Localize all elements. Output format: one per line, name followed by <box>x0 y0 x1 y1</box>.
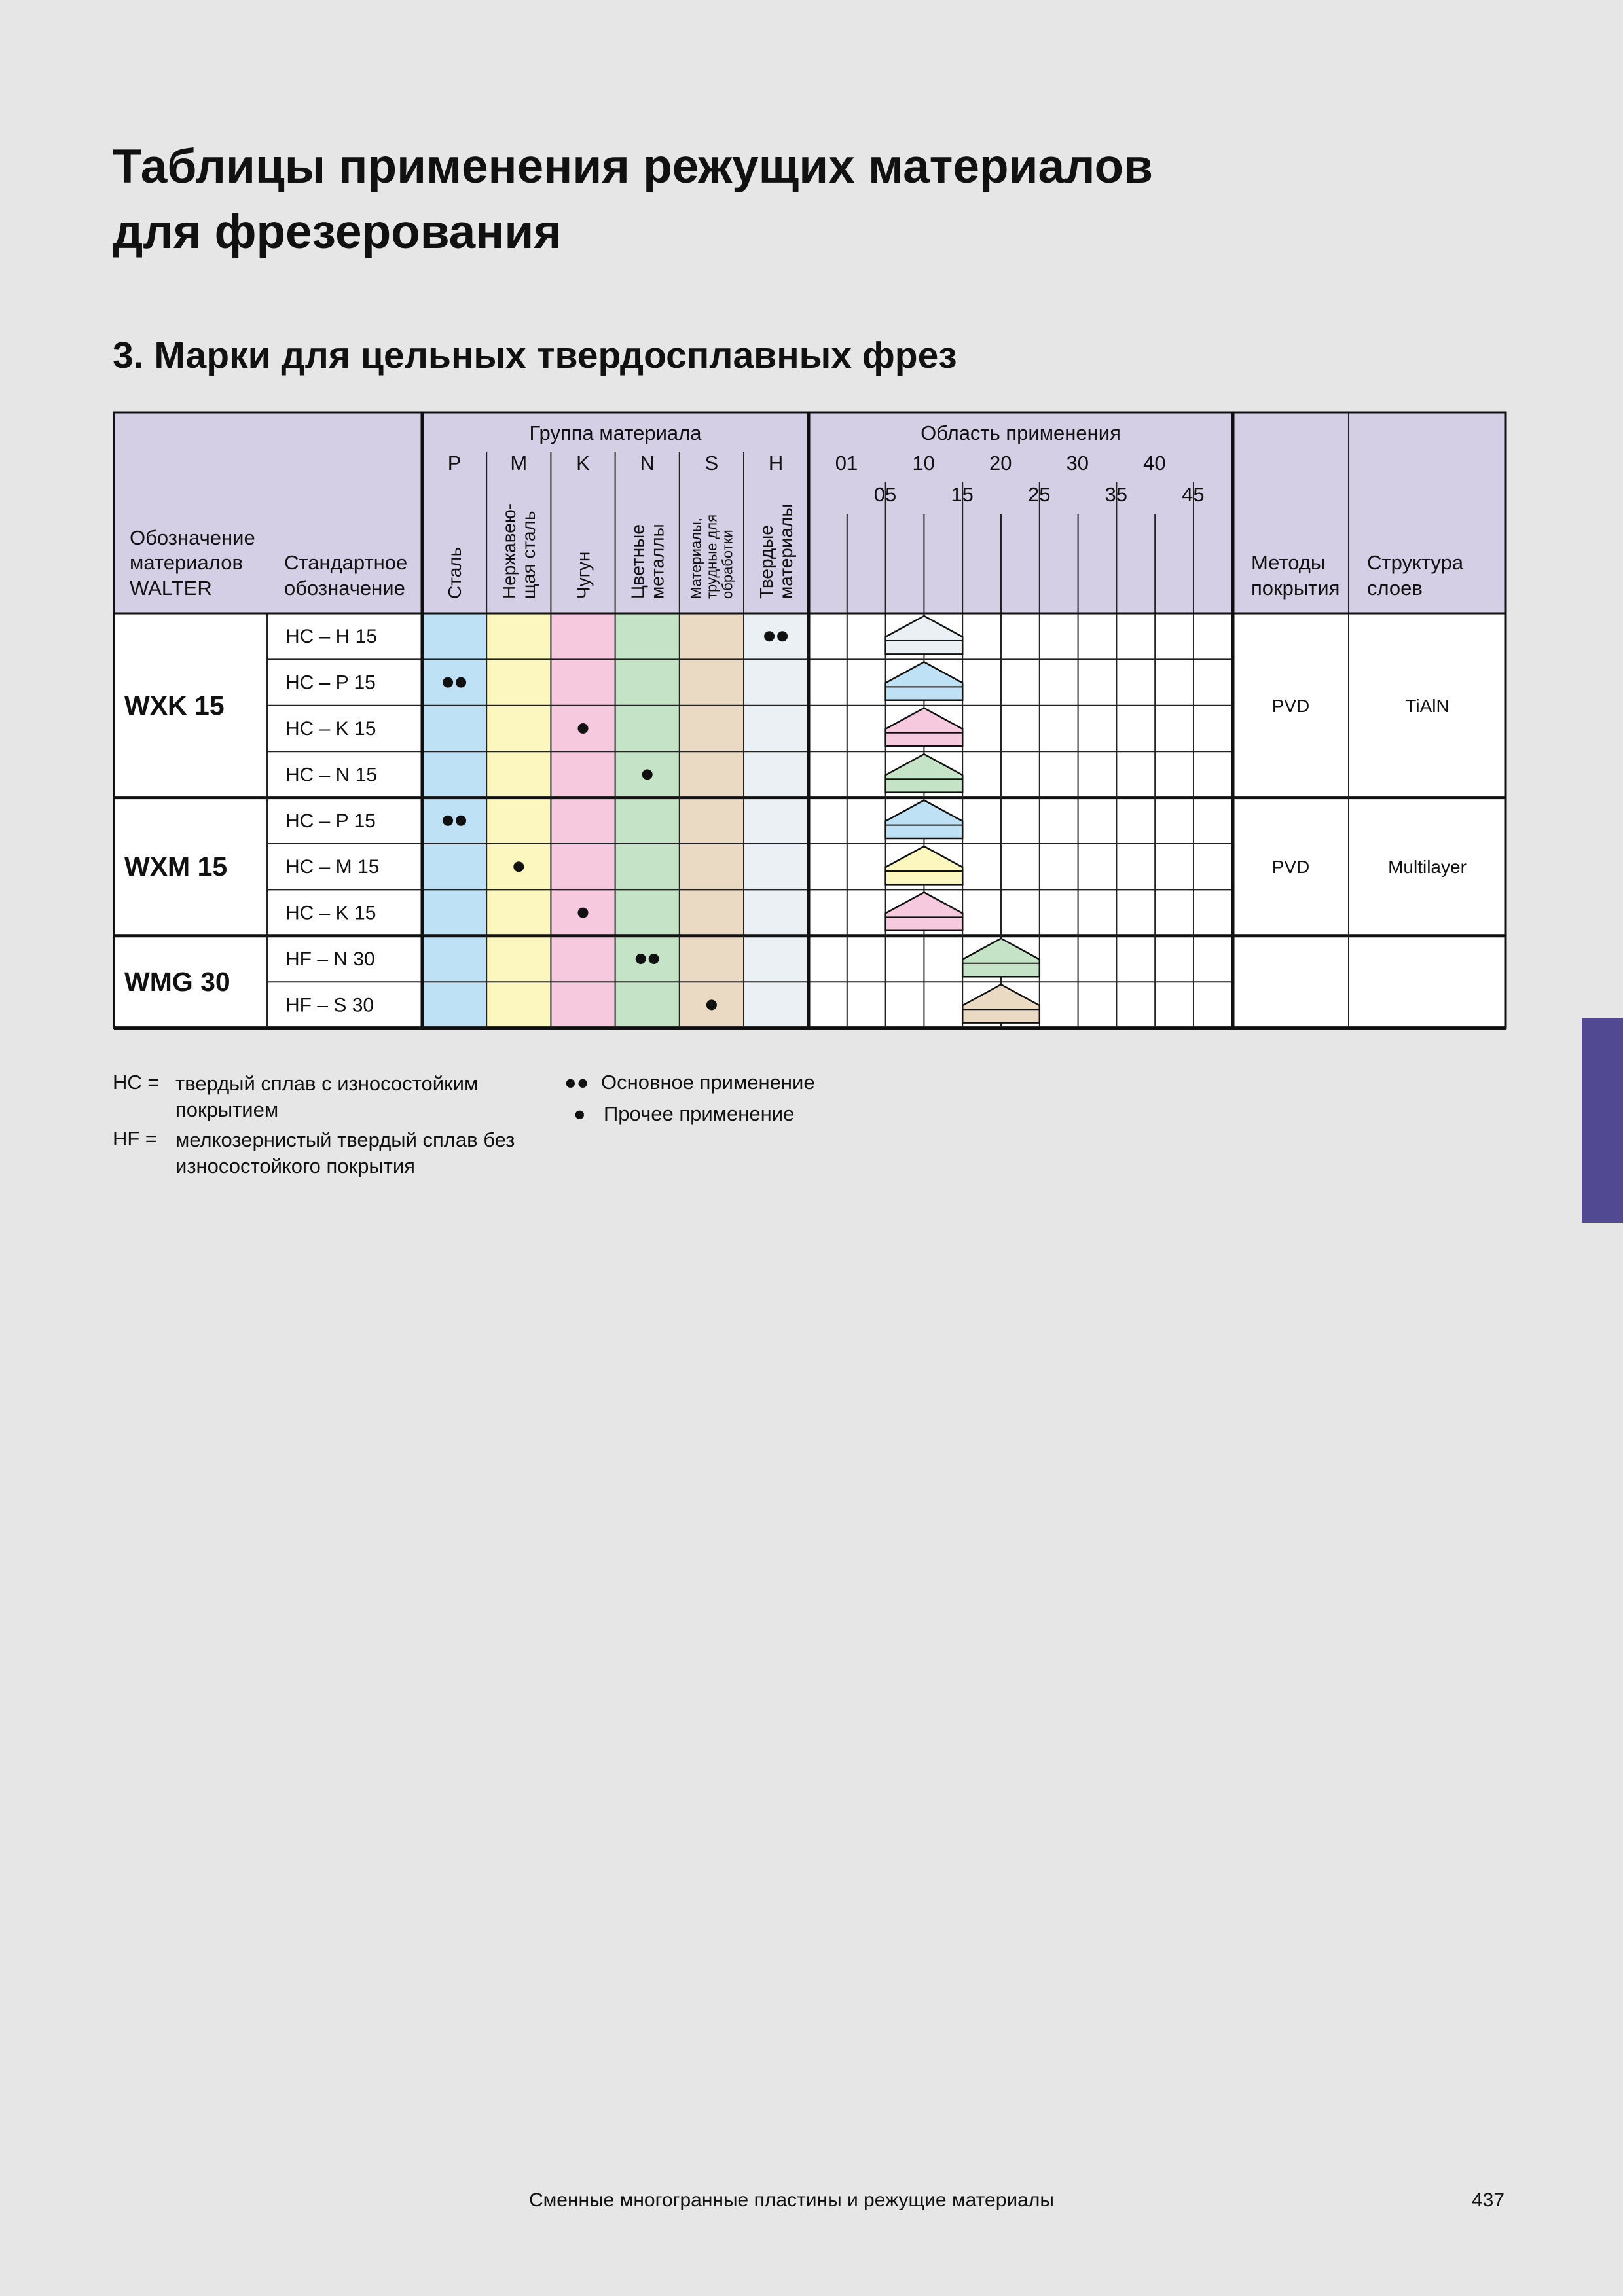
group-name-M-line-1: Нержавею- <box>499 503 520 599</box>
group-name-P-line-1: Сталь <box>444 547 465 599</box>
layer-structure-0: TiAlN <box>1405 695 1450 716</box>
chapter-tab[interactable] <box>1582 1018 1623 1223</box>
standard-code: HC – P 15 <box>285 810 376 832</box>
scale-label-40: 40 <box>1143 452 1166 475</box>
legend-other-symbol: ● <box>574 1102 586 1125</box>
group-name-H-line-2: материалы <box>775 503 796 599</box>
group-name-N-line-1: Цветные <box>627 524 648 599</box>
group-letter-M: M <box>510 452 528 475</box>
scale-label-10: 10 <box>912 452 935 475</box>
group-letter-K: K <box>576 452 590 475</box>
material-column-fill-S <box>680 613 744 1028</box>
group-name-K-line-1: Чугун <box>573 551 594 599</box>
layer-structure-1: Multilayer <box>1388 857 1467 878</box>
designation-body-bg <box>114 613 422 1028</box>
grade-name-1: WXM 15 <box>124 852 228 882</box>
scale-label-35: 35 <box>1104 483 1128 506</box>
scale-label-25: 25 <box>1027 483 1051 506</box>
standard-code: HC – K 15 <box>285 902 376 924</box>
header-material-group: Группа материала <box>529 422 702 444</box>
group-name-S-line-1: Материалы, <box>687 518 704 599</box>
main-usage-dot <box>443 677 453 688</box>
header-walter-line-1: Обозначение <box>130 526 255 549</box>
header-walter-line-2: материалов <box>130 551 243 574</box>
footnote-hc-text <box>175 1071 478 1123</box>
section-title: 3. Марки для цельных твердосплавных фрез <box>113 334 957 376</box>
coating-method-1: PVD <box>1271 857 1310 878</box>
other-usage-dot <box>578 908 589 918</box>
scale-label-30: 30 <box>1066 452 1089 475</box>
grade-name-2: WMG 30 <box>124 967 230 997</box>
scale-label-05: 05 <box>873 483 897 506</box>
main-usage-dot <box>456 816 466 826</box>
page-title-line-2: для фрезерования <box>113 206 562 259</box>
material-column-fill-N <box>615 613 680 1028</box>
group-name-S-line-3: обработки <box>719 529 736 599</box>
footnote-hf-line-1: мелкозернистый твердый сплав без <box>175 1128 515 1151</box>
legend-main-symbol: ●● <box>564 1071 589 1094</box>
coating-method-0: PVD <box>1271 695 1310 716</box>
header-structure-line-2: слоев <box>1367 577 1423 600</box>
main-usage-dot <box>777 631 788 641</box>
other-usage-dot <box>513 861 524 872</box>
page-number: 437 <box>1472 2189 1505 2211</box>
group-name-M-line-2: щая сталь <box>519 511 539 599</box>
group-letter-P: P <box>447 452 462 475</box>
group-name-N-line-2: металлы <box>647 524 668 599</box>
page-title-line-1: Таблицы применения режущих материалов <box>113 140 1153 193</box>
header-coating-line-2: покрытия <box>1251 577 1340 600</box>
header-structure-line-1: Структура <box>1367 551 1464 574</box>
group-name-S-line-2: трудные для <box>703 514 720 599</box>
footnote-hf-text <box>175 1127 515 1179</box>
main-usage-dot <box>649 954 659 964</box>
footnote-hc-key: HC = <box>113 1071 160 1094</box>
material-column-fill-H <box>744 613 808 1028</box>
main-usage-dot <box>764 631 775 641</box>
scale-label-20: 20 <box>989 452 1012 475</box>
scale-label-15: 15 <box>951 483 974 506</box>
header-standard-line-2: обозначение <box>284 577 405 600</box>
material-column-fill-P <box>422 613 486 1028</box>
scale-label-01: 01 <box>835 452 858 475</box>
standard-code: HC – P 15 <box>285 672 376 694</box>
material-column-fill-K <box>551 613 615 1028</box>
footnote-hc-line-2: покрытием <box>175 1098 279 1121</box>
header-application-area: Область применения <box>921 422 1121 444</box>
other-usage-dot <box>578 723 589 734</box>
standard-code: HC – K 15 <box>285 718 376 740</box>
legend-main-text: Основное применение <box>601 1071 815 1094</box>
footnote-hf-key: HF = <box>113 1127 158 1150</box>
legend-other-text: Прочее применение <box>604 1102 795 1125</box>
material-column-fill-M <box>486 613 551 1028</box>
header-walter-line-3: WALTER <box>130 577 212 600</box>
grade-name-0: WXK 15 <box>124 690 225 721</box>
standard-code: HC – M 15 <box>285 856 380 878</box>
standard-code: HF – N 30 <box>285 948 375 970</box>
grade-application-table <box>0 0 1623 1047</box>
scale-label-45: 45 <box>1182 483 1205 506</box>
group-letter-N: N <box>640 452 655 475</box>
group-letter-S: S <box>704 452 719 475</box>
footnote-hc-line-1: твердый сплав с износостойким <box>175 1072 479 1095</box>
header-coating-line-1: Методы <box>1251 551 1326 574</box>
standard-code: HC – N 15 <box>285 764 378 786</box>
main-usage-dot <box>443 816 453 826</box>
main-usage-dot <box>456 677 466 688</box>
other-usage-dot <box>706 999 717 1010</box>
group-name-H-line-1: Твердые <box>756 525 776 599</box>
group-letter-H: H <box>768 452 784 475</box>
standard-code: HC – H 15 <box>285 626 378 648</box>
header-standard-line-1: Стандартное <box>284 551 408 574</box>
footer-text: Сменные многогранные пластины и режущие материалы <box>529 2189 1054 2211</box>
other-usage-dot <box>642 769 653 780</box>
footnote-hf-line-2: износостойкого покрытия <box>175 1155 415 1177</box>
main-usage-dot <box>636 954 646 964</box>
standard-code: HF – S 30 <box>285 994 374 1016</box>
